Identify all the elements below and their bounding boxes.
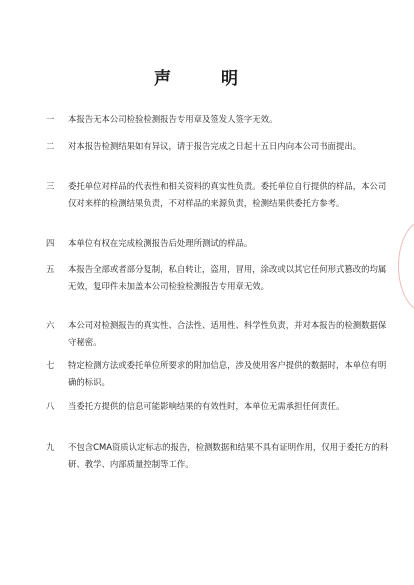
item-number: 五 [46,264,55,274]
item-text: 委托单位对样品的代表性和相关资料的真实性负责。委托单位自行提供的样品，本公司仅对来样的检测结果负责，不对样品的来源负责，检测结果供委托方参考。 [68,181,387,208]
item-number: 三 [46,181,55,191]
item-text: 不包含CMA资质认定标志的报告，检测数据和结果不具有证明作用，仅用于委托方的科研、教学、内部质量控制等工作。 [68,442,389,469]
item-text: 本报告无本公司检验检测报告专用章及签发人签字无效。 [68,114,278,124]
item-text: 特定检测方法或委托单位所要求的附加信息，涉及使用客户提供的数据时，本单位有明确的标识。 [68,360,387,387]
item-number: 九 [46,442,55,452]
item-text: 本报告全部或者部分复制，私自转让，盗用，冒用，涂改或以其它任何形式篡改的均属无效，复印件未加盖本公司检验检测报告专用章无效。 [68,264,387,291]
seal-stamp [398,220,414,312]
item-number: 六 [46,320,55,330]
item-number: 七 [46,360,55,370]
item-number: 一 [46,114,55,124]
item-text: 本单位有权在完成检测报告后处理所测试的样品。 [68,238,253,248]
item-text: 对本报告检测结果如有异议，请于报告完成之日起十五日内向本公司书面提出。 [68,141,362,151]
item-number: 四 [46,238,55,248]
item-text: 本公司对检测报告的真实性、合法性、适用性、科学性负责，并对本报告的检测数据保守秘密。 [68,320,387,347]
item-number: 八 [46,401,55,411]
page-title: 声 明 [154,69,260,89]
item-text: 当委托方提供的信息可能影响结果的有效性时，本单位无需承担任何责任。 [68,401,345,411]
item-number: 二 [46,141,55,151]
